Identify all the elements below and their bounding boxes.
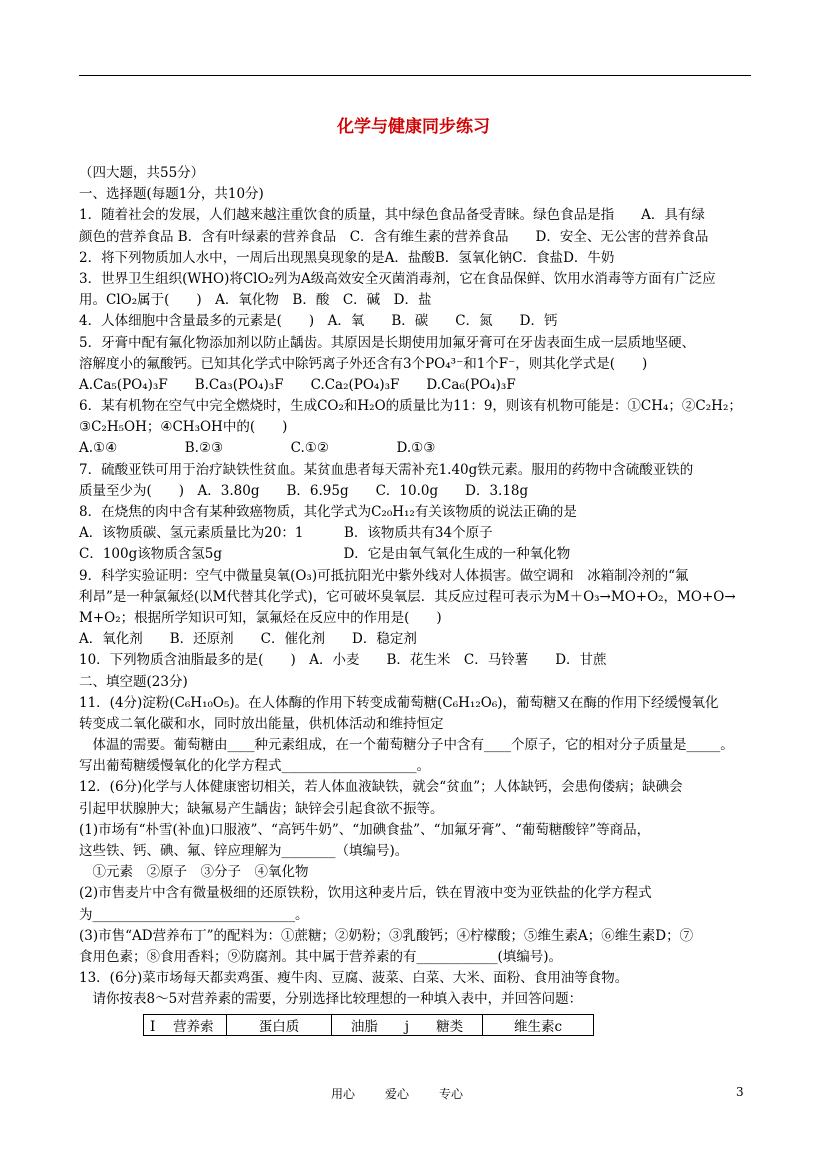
text-line: 一、选择题(每题1分，共10分)	[79, 186, 264, 203]
footer-item: 专心	[439, 1087, 464, 1101]
text-line: （四大题，共55分）	[79, 165, 205, 181]
text-line: (3)市售“AD营养布丁”的配料为：①蔗糖；②奶粉；③乳酸钙；④柠檬酸；⑤维生素A；⑥维生素D；⑦	[79, 927, 694, 944]
text-line: 颜色的营养食品 B．含有叶绿素的营养食品 C．含有维生素的营养食品 D．安全、无公害的营养食品	[79, 228, 709, 245]
text-line: 13．(6分)菜市场每天都卖鸡蛋、瘦牛肉、豆腐、菠菜、白菜、大米、面粉、食用油等食物。	[79, 970, 629, 987]
text-line: 9．科学实验证明：空气中微量臭氧(O₃)可抵抗阳光中紫外线对人体损害。做空调和 冰箱制冷剂的“氟	[79, 567, 689, 584]
document-body	[79, 163, 751, 1036]
nutrient-table	[143, 1014, 594, 1036]
table-row	[144, 1014, 594, 1035]
text-line: 用。ClO₂属于( ) A．氧化物 B．酸 C．碱 D．盐	[79, 292, 432, 309]
text-line: 食用色素；⑧食用香料；⑨防腐剂。其中属于营养素的有____________(填编号)。	[79, 948, 563, 965]
text-line: 7．硫酸亚铁可用于治疗缺铁性贫血。某贫血患者每天需补充1.40g铁元素。服用的药物中含硫酸亚铁的	[79, 461, 694, 478]
table-header-cell: 维生素c	[483, 1014, 594, 1035]
footer-item: 爱心	[385, 1087, 410, 1101]
text-line: 10．下列物质含油脂最多的是( ) A．小麦 B．花生米 C．马铃薯 D．甘蔗	[79, 652, 607, 669]
table-header-cell: 蛋白质	[227, 1014, 332, 1035]
text-line: ①元素 ②原子 ③分子 ④氧化物	[79, 864, 309, 881]
text-line: C．100g该物质含氢5g D．它是由氧气氧化生成的一种氧化物	[79, 546, 571, 563]
page-title: 化学与健康同步练习	[337, 117, 490, 137]
text-line: A.Ca₅(PO₄)₃F B.Ca₃(PO₄)₃F C.Ca₂(PO₄)₃F D.Ca₆(PO₄)₃F	[79, 376, 516, 393]
text-line: 质量至少为( ) A．3.80g B．6.95g C．10.0g D．3.18g	[79, 482, 529, 499]
page-number: 3	[736, 1085, 744, 1099]
footer-item: 用心	[331, 1087, 356, 1101]
text-line: M+O₂；根据所学知识可知，氯氟烃在反应中的作用是( )	[79, 609, 442, 626]
text-line: 5．牙膏中配有氟化物添加剂以防止龋齿。其原因是长期使用加氟牙膏可在牙齿表面生成一层质地坚硬、	[79, 334, 696, 351]
text-line: (1)市场有“朴雪(补血)口服液”、“高钙牛奶”、“加碘食盐”、“加氟牙膏”、“葡萄糖酸锌”等商品，	[79, 821, 651, 838]
text-line: A．氧化剂 B．还原剂 C．催化剂 D．稳定剂	[79, 631, 417, 648]
text-line: 请你按表8～5对营养素的需要，分别选择比较理想的一种填入表中，并回答问题：	[79, 991, 583, 1008]
text-line: 利昂”是一种氯氟烃(以M代替其化学式)，它可破坏臭氧层．其反应过程可表示为M＋O₃→MO+O₂，MO+O→	[79, 588, 736, 605]
text-line: 为______________________________。	[79, 906, 309, 923]
text-line: 2．将下列物质加人水中，一周后出现黑臭现象的是A．盐酸B．氢氧化钠C．食盐D．牛奶	[79, 249, 615, 266]
text-line: 写出葡萄糖缓慢氧化的化学方程式____________________。	[79, 758, 430, 775]
table-header-cell: 油脂 j 糖类	[332, 1014, 483, 1035]
text-line: 这些铁、钙、碘、氟、锌应理解为________（填编号)。	[79, 843, 409, 859]
text-line: 体温的需要。葡萄糖由____种元素组成，在一个葡萄糖分子中含有____个原子，它的相对分子质量是_____。	[79, 737, 734, 754]
table-header-cell: I 营养索	[144, 1014, 227, 1035]
text-line: ③C₂H₅OH；④CH₃OH中的( )	[79, 419, 288, 436]
text-line: A.①④ B.②③ C.①② D.①③	[79, 440, 436, 457]
text-line: 12．(6分)化学与人体健康密切相关，若人体血液缺铁，就会“贫血”；人体缺钙，会患佝偻病；缺碘会	[79, 779, 683, 796]
text-line: 11．(4分)淀粉(C₆H₁₀O₅)。在人体酶的作用下转变成葡萄糖(C₆H₁₂O₆)，葡萄糖又在酶的作用下经缓慢氧化	[79, 694, 719, 711]
text-line: 转变成二氧化碳和水，同时放出能量，供机体活动和维持恒定	[79, 715, 444, 732]
text-line: (2)市售麦片中含有微量极细的还原铁粉，饮用这种麦片后，铁在胃液中变为亚铁盐的化学方程式	[79, 885, 652, 902]
text-line: 3．世界卫生组织(WHO)将ClO₂列为A级高效安全灭菌消毒剂，它在食品保鲜、饮用水消毒等方面有广泛应	[79, 270, 716, 287]
text-line: 1．随着社会的发展，人们越来越注重饮食的质量，其中绿色食品备受青睐。绿色食品是指 A．具有绿	[79, 207, 705, 224]
text-line: 二、填空题(23分)	[79, 673, 188, 690]
text-line: 溶解度小的氟酸钙。已知其化学式中除钙离子外还含有3个PO₄³⁻和1个F⁻，则其化学式是( )	[79, 355, 648, 372]
text-line: A．该物质碳、氢元素质量比为20：1 B．该物质共有34个原子	[79, 525, 493, 542]
footer-motto	[331, 1085, 493, 1102]
header-rule	[79, 75, 751, 76]
text-line: 4．人体细胞中含量最多的元素是( ) A．氧 B．碳 C．氮 D．钙	[79, 313, 558, 330]
text-line: 8．在烧焦的肉中含有某种致癌物质，其化学式为C₂₀H₁₂有关该物质的说法正确的是	[79, 504, 577, 520]
text-line: 引起甲状腺肿大；缺氟易产生龋齿；缺锌会引起食欲不振等。	[79, 800, 444, 817]
text-line: 6．某有机物在空气中完全燃烧时，生成CO₂和H₂O的质量比为11：9，则该有机物可能是：①CH₄；②C₂H₂；	[79, 398, 742, 415]
